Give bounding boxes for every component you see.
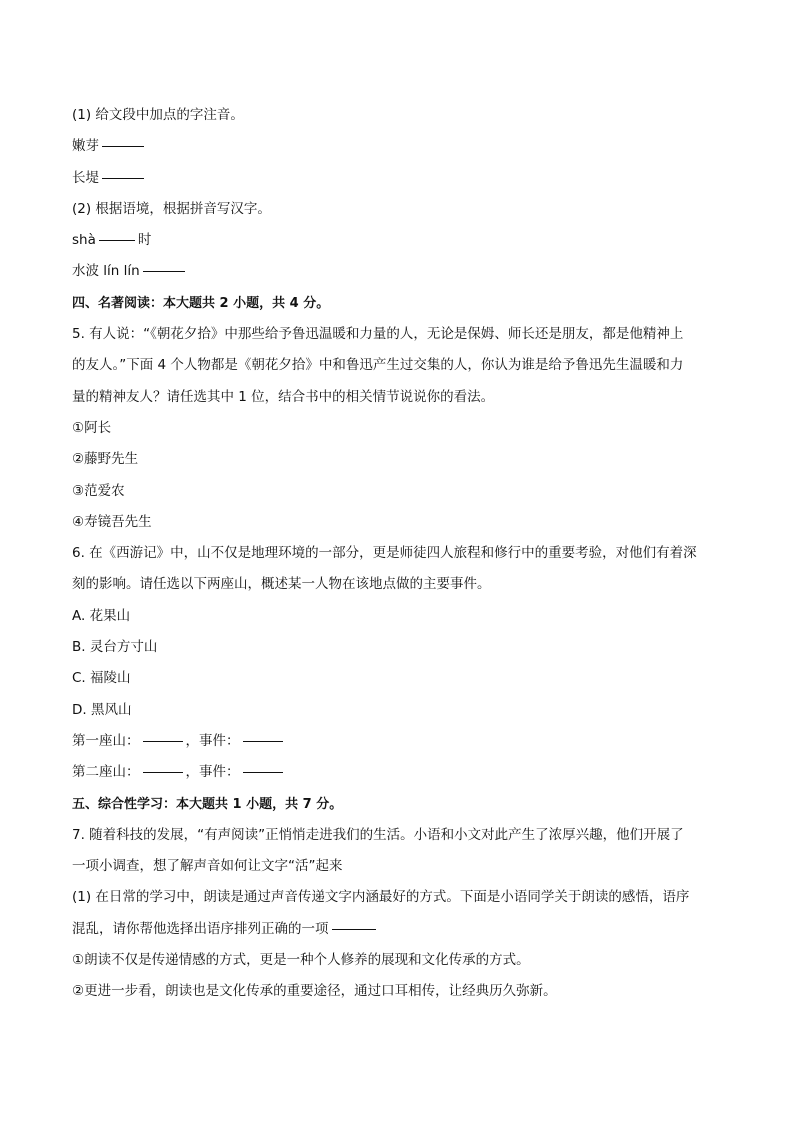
q5-text: 量的精神友人？请任选其中 1 位，结合书中的相关情节说说你的看法。 [72, 388, 495, 405]
q7-text: 7. 随着科技的发展，“有声阅读”正悄悄走进我们的生活。小语和小文对此产生了浓厚兴趣，他们开展了 [72, 826, 684, 843]
section-5-heading-text: 五、综合性学习：本大题共 1 小题，共 7 分。 [72, 796, 343, 812]
answer-blank[interactable] [332, 928, 376, 930]
q4-part1 [72, 100, 732, 131]
q4-part2 [72, 194, 732, 225]
q4-part1-text: (1) 给文段中加点的字注音。 [72, 107, 244, 123]
q6-option-text: C. 福陵山 [72, 670, 131, 687]
q6-text: 刻的影响。请任选以下两座山，概述某一人物在该地点做的主要事件。 [72, 576, 491, 593]
q5-text: 5. 有人说：“《朝花夕拾》中那些给予鲁迅温暖和力量的人，无论是保姆、师长还是朋友，都是他精神上 [72, 326, 684, 343]
q4-item-4-pinyin: lín lín [103, 263, 140, 280]
q4-part2-text: (2) 根据语境，根据拼音写汉字。 [72, 200, 271, 217]
q6-fill-event-label: ，事件： [185, 764, 240, 781]
answer-blank[interactable] [243, 771, 283, 773]
q6-option-text: D. 黑风山 [72, 701, 132, 718]
q5-option-text: ④寿镜吾先生 [72, 513, 152, 530]
q7-line-2 [72, 851, 732, 882]
q6-fill-label: 第二座山： [72, 764, 140, 781]
q5-text: 的友人。”下面 4 个人物都是《朝花夕拾》中和鲁迅产生过交集的人，你认为谁是给予鲁迅先生温暖和力 [72, 357, 684, 374]
q7-item [72, 945, 732, 976]
q5-option-text: ③范爱农 [72, 482, 125, 499]
q6-fill-1 [72, 726, 732, 757]
q5-option [72, 476, 732, 507]
q5-option [72, 413, 732, 444]
q6-option-text: B. 灵台方寸山 [72, 639, 158, 656]
q4-item-2-word: 长堤 [72, 169, 99, 186]
q6-option [72, 632, 732, 663]
q4-item-2 [72, 163, 732, 194]
answer-blank[interactable] [143, 270, 185, 272]
q7-item [72, 976, 732, 1007]
q7-line-1 [72, 820, 732, 851]
exam-content [72, 100, 732, 1008]
q4-item-4-prefix: 水波 [72, 263, 99, 280]
q5-option-text: ②藤野先生 [72, 451, 139, 468]
q5-option-text: ①阿长 [72, 419, 112, 436]
q7-part1-line-1 [72, 882, 732, 913]
q6-line-1 [72, 538, 732, 569]
section-5-heading [72, 789, 732, 820]
q6-option [72, 663, 732, 694]
answer-blank[interactable] [102, 145, 144, 147]
q6-fill-event-label: ，事件： [185, 732, 240, 749]
q6-option [72, 695, 732, 726]
q5-line-2 [72, 350, 732, 381]
q7-part1-line-2 [72, 914, 732, 945]
q4-item-1-word: 嫩芽 [72, 138, 99, 155]
answer-blank[interactable] [143, 740, 183, 742]
answer-blank[interactable] [243, 740, 283, 742]
q4-item-3-pinyin: shà [72, 232, 96, 249]
section-4-heading-text: 四、名著阅读：本大题共 2 小题，共 4 分。 [72, 295, 330, 311]
answer-blank[interactable] [143, 771, 183, 773]
q4-item-3-suffix: 时 [137, 232, 152, 249]
q7-item-text: ②更进一步看，朗读也是文化传承的重要途径，通过口耳相传，让经典历久弥新。 [72, 983, 557, 1000]
q7-item-text: ①朗读不仅是传递情感的方式，更是一种个人修养的展现和文化传承的方式。 [72, 952, 530, 969]
q5-line-1 [72, 319, 732, 350]
answer-blank[interactable] [102, 177, 144, 179]
q7-part1-text: 混乱，请你帮他选择出语序排列正确的一项 [72, 920, 329, 937]
q6-text: 6. 在《西游记》中，山不仅是地理环境的一部分，更是师徒四人旅程和修行中的重要考验，对他们有着深 [72, 545, 697, 562]
q7-part1-text: (1) 在日常的学习中，朗读是通过声音传递文字内涵最好的方式。下面是小语同学关于朗读的感悟，语序 [72, 889, 690, 906]
q5-option [72, 444, 732, 475]
q7-text: 一项小调查，想了解声音如何让文字“活”起来 [72, 858, 343, 875]
q4-item-3 [72, 225, 732, 256]
answer-blank[interactable] [99, 239, 135, 241]
section-4-heading [72, 288, 732, 319]
q6-option [72, 601, 732, 632]
q6-fill-2 [72, 757, 732, 788]
q5-option [72, 507, 732, 538]
q4-item-4 [72, 256, 732, 287]
q4-item-1 [72, 131, 732, 162]
q6-fill-label: 第一座山： [72, 732, 140, 749]
q6-option-text: A. 花果山 [72, 607, 131, 624]
q6-line-2 [72, 569, 732, 600]
q5-line-3 [72, 382, 732, 413]
